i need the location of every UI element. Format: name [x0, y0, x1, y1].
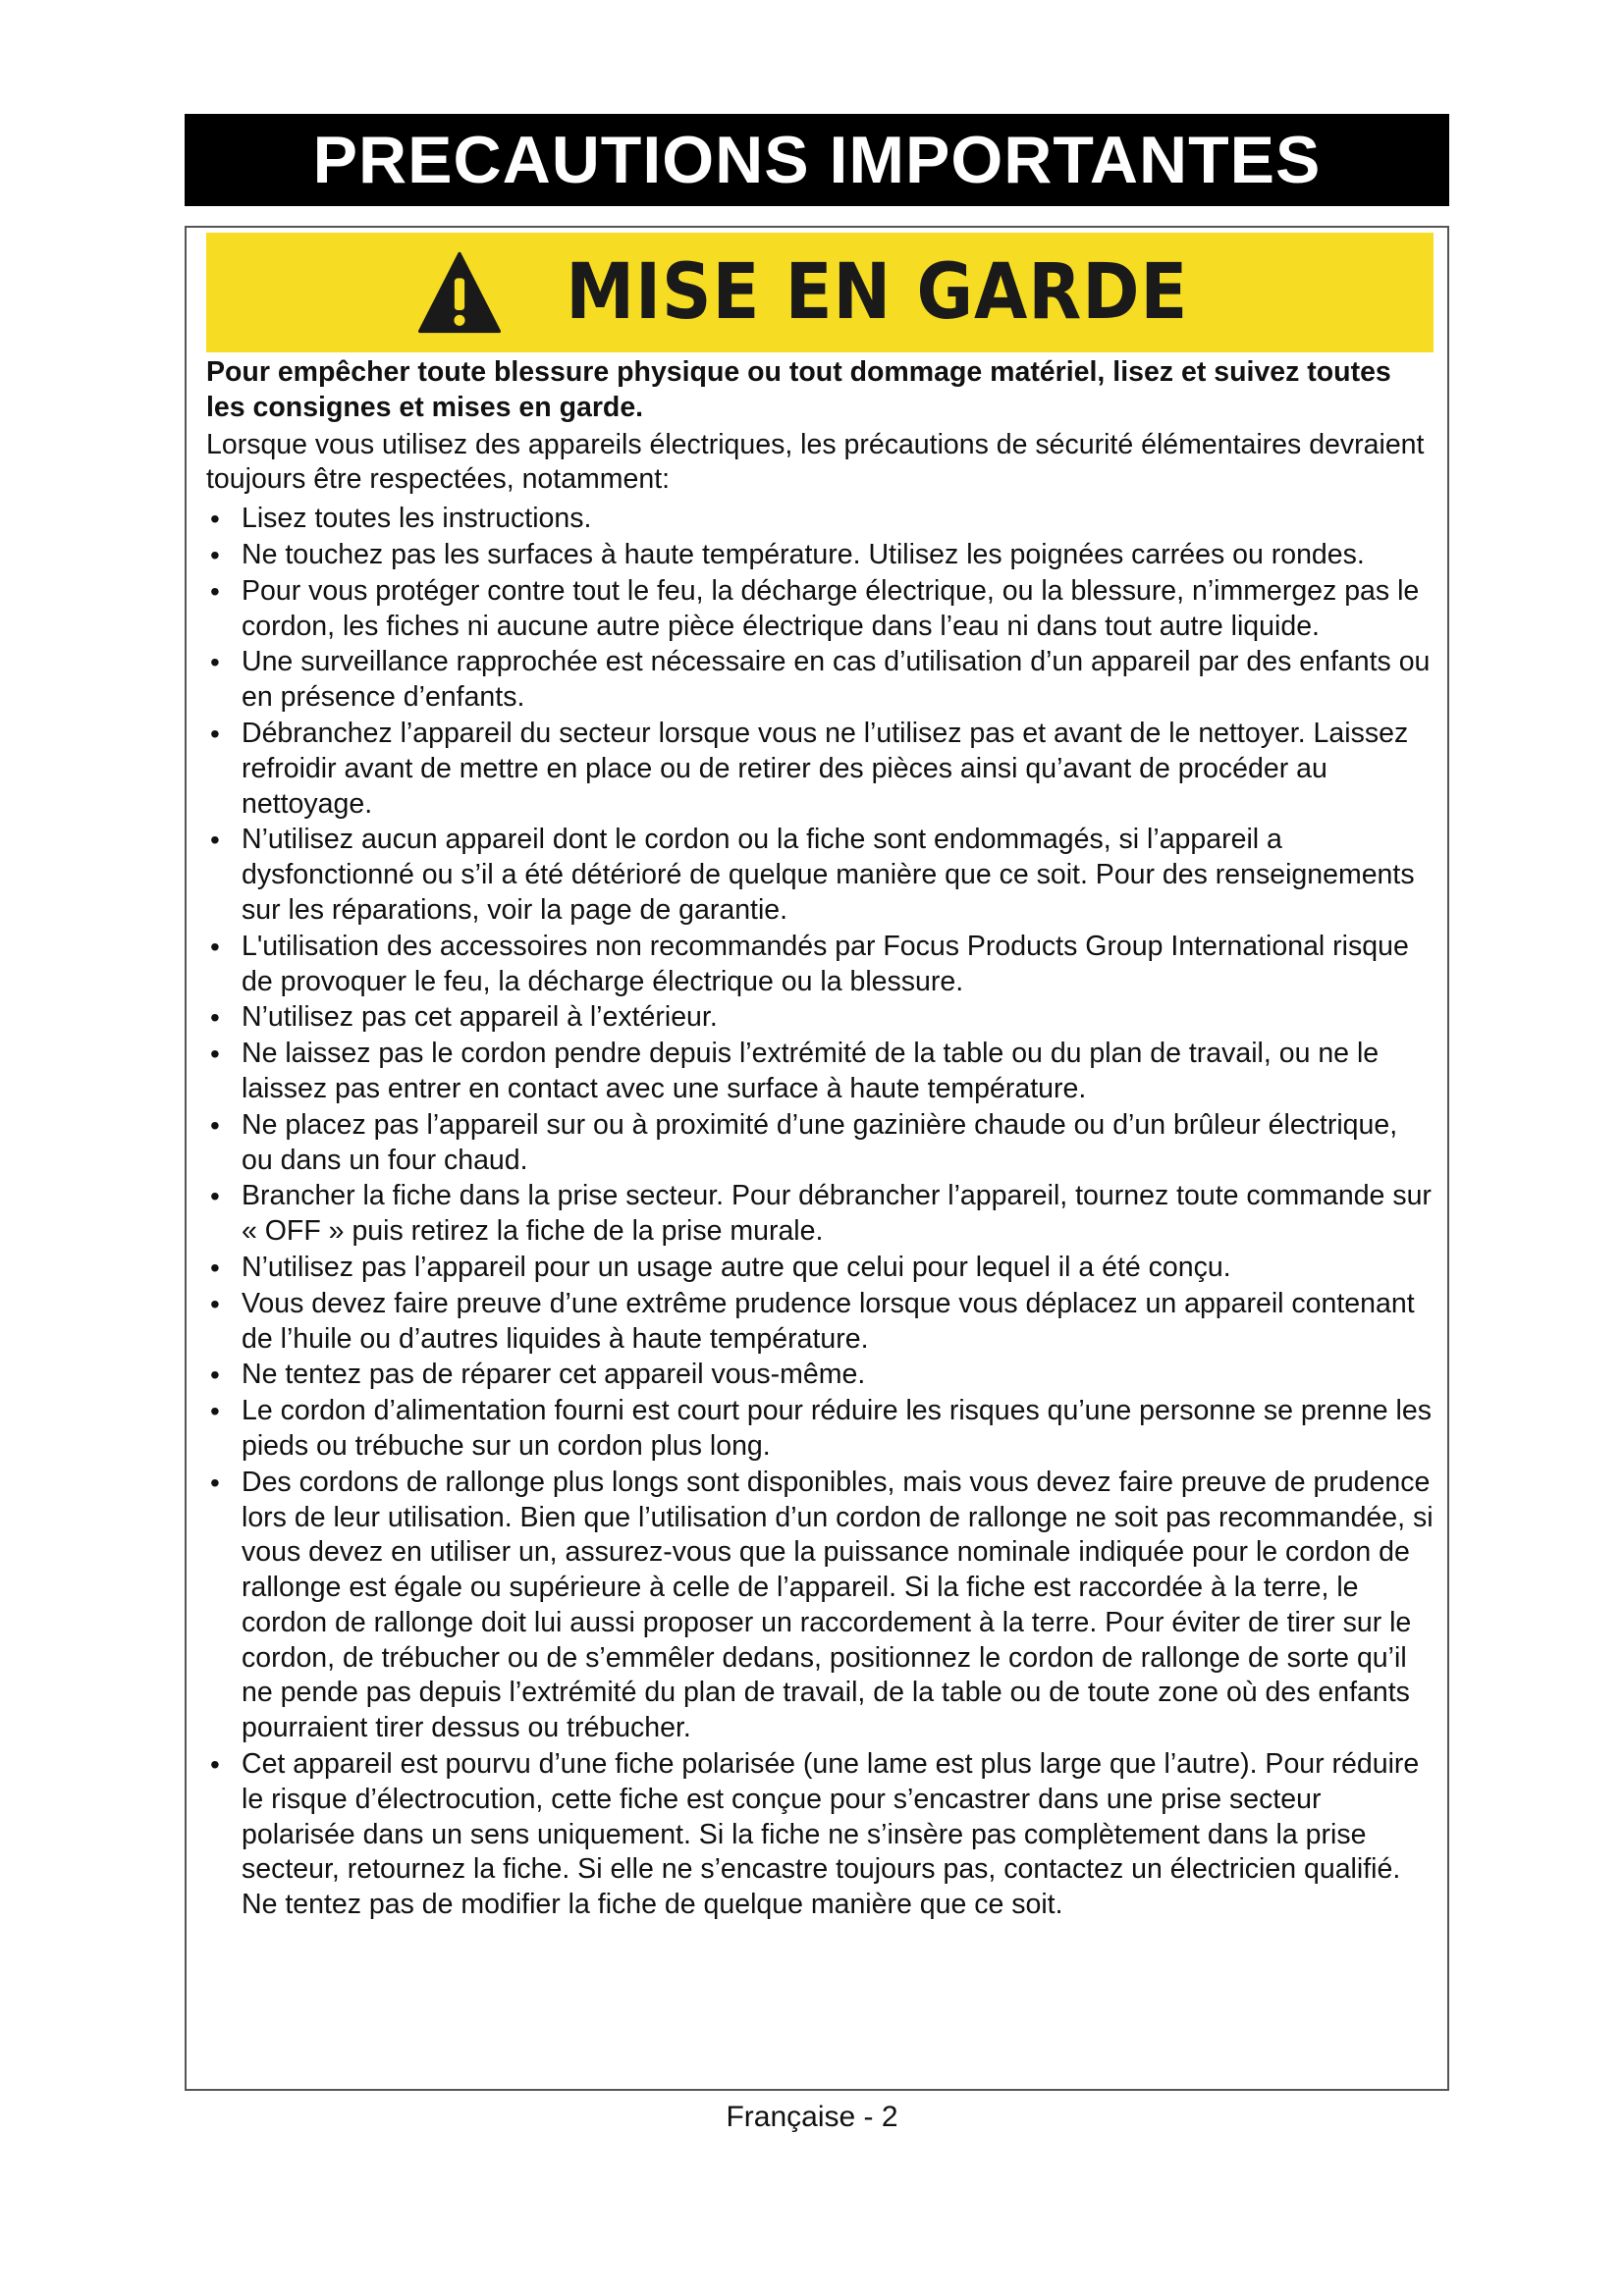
list-item: • Une surveillance rapprochée est nécessaire en cas d’utilisation d’un appareil par des enfants ou en présence d’enfants. [206, 645, 1434, 716]
list-item: • Pour vous protéger contre tout le feu, la décharge électrique, ou la blessure, n’immergez pas le cordon, les fiches ni aucune autre pièce électrique dans l’eau ni dans tout autre liquide. [206, 574, 1434, 645]
safety-notice-box [185, 226, 1449, 2091]
warning-label: MISE EN GARDE [565, 248, 1188, 337]
intro-text: Lorsque vous utilisez des appareils électriques, les précautions de sécurité élémentaires devraient toujours être respectées, notamment: [206, 428, 1425, 496]
list-item: • Débranchez l’appareil du secteur lorsque vous ne l’utilisez pas et avant de le nettoyer. Laissez refroidir avant de mettre en place ou de retirer des pièces ainsi qu’avant de procéder au nettoyage. [206, 717, 1434, 822]
list-item: • Cet appareil est pourvu d’une fiche polarisée (une lame est plus large que l’autre). Pour réduire le risque d’électrocution, cette fiche est conçue pour s’encastrer dans une prise secteur polarisée dans un sens uniquement. Si la fiche ne s’insère pas complètement dans la prise secteur, retournez la fiche. Si elle ne s’encastre toujours pas, contactez un électricien qualifié. Ne tentez pas de modifier la fiche de quelque manière que ce soit. [206, 1747, 1434, 1923]
list-item: • N’utilisez aucun appareil dont le cordon ou la fiche sont endommagés, si l’appareil a dysfonctionné ou s’il a été détérioré de quelque manière que ce soit. Pour des renseignements sur les réparations, voir la page de garantie. [206, 823, 1434, 928]
list-item: • Ne tentez pas de réparer cet appareil vous-même. [206, 1358, 1434, 1393]
precautions-list [206, 502, 1434, 1923]
list-item: • Lisez toutes les instructions. [206, 502, 1434, 537]
warning-banner [206, 233, 1434, 352]
list-item: • L'utilisation des accessoires non recommandés par Focus Products Group International risque de provoquer le feu, la décharge électrique ou la blessure. [206, 930, 1434, 1000]
list-item: • Ne touchez pas les surfaces à haute température. Utilisez les poignées carrées ou rondes. [206, 538, 1434, 573]
intro-bold-text: Pour empêcher toute blessure physique ou tout dommage matériel, lisez et suivez toutes les consignes et mises en garde. [206, 356, 1391, 423]
page-number: Française - 2 [726, 2101, 898, 2133]
list-item: • Le cordon d’alimentation fourni est court pour réduire les risques qu’une personne se prenne les pieds ou trébuche sur un cordon plus long. [206, 1394, 1434, 1465]
list-item: • Des cordons de rallonge plus longs sont disponibles, mais vous devez faire preuve de prudence lors de leur utilisation. Bien que l’utilisation d’un cordon de rallonge ne soit pas recommandée, si vous devez en utiliser un, assurez-vous que la puissance nominale indiquée pour le cordon de rallonge est égale ou supérieure à celle de l’appareil. Si la fiche est raccordée à la terre, le cordon de rallonge doit lui aussi proposer un raccordement à la terre. Pour éviter de tirer sur le cordon, de trébucher ou de s’emmêler dedans, positionnez le cordon de rallonge de sorte qu’il ne pende pas depuis l’extrémité du plan de travail, de la table ou de toute zone où des enfants pourraient tirer dessus ou trébucher. [206, 1466, 1434, 1746]
page-title: PRECAUTIONS IMPORTANTES [185, 114, 1449, 206]
list-item: • N’utilisez pas l’appareil pour un usage autre que celui pour lequel il a été conçu. [206, 1251, 1434, 1286]
list-item: • Ne laissez pas le cordon pendre depuis l’extrémité de la table ou du plan de travail, ou ne le laissez pas entrer en contact avec une surface à haute température. [206, 1037, 1434, 1107]
list-item: • Ne placez pas l’appareil sur ou à proximité d’une gazinière chaude ou d’un brûleur électrique, ou dans un four chaud. [206, 1108, 1434, 1179]
notice-content [206, 355, 1434, 1923]
list-item: • N’utilisez pas cet appareil à l’extérieur. [206, 1000, 1434, 1036]
warning-triangle-icon [417, 251, 502, 334]
list-item: • Brancher la fiche dans la prise secteur. Pour débrancher l’appareil, tournez toute commande sur « OFF » puis retirez la fiche de la prise murale. [206, 1179, 1434, 1250]
list-item: • Vous devez faire preuve d’une extrême prudence lorsque vous déplacez un appareil contenant de l’huile ou d’autres liquides à haute température. [206, 1287, 1434, 1358]
